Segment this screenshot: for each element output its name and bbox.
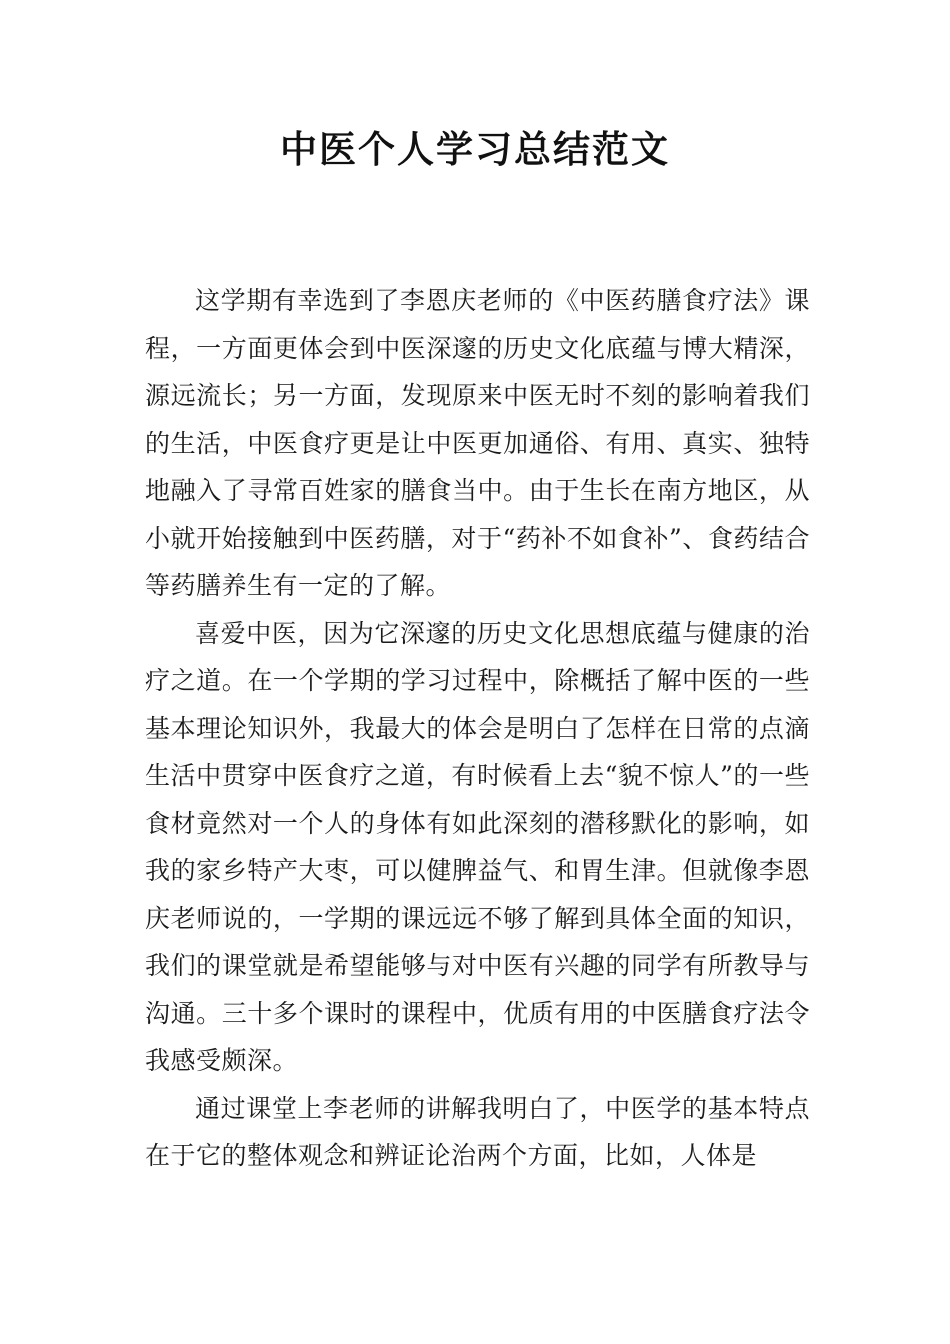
- paragraph-3: 通过课堂上李老师的讲解我明白了，中医学的基本特点在于它的整体观念和辨证论治两个方面，比如，人体是: [145, 1093, 810, 1170]
- document-title: 中医个人学习总结范文: [280, 128, 670, 171]
- paragraph-1: 这学期有幸选到了李恩庆老师的《中医药膳食疗法》课程，一方面更体会到中医深邃的历史文化底蕴与博大精深，源远流长；另一方面，发现原来中医无时不刻的影响着我们的生活，中医食疗更是让中医更加通俗、有用、真实、独特地融入了寻常百姓家的膳食当中。由于生长在南方地区，从小就开始接触到中医药膳，对于“药补不如食补”、食药结合等药膳养生有一定的了解。: [145, 286, 810, 600]
- document-body: [145, 277, 810, 1180]
- paragraph-2: 喜爱中医，因为它深邃的历史文化思想底蕴与健康的治疗之道。在一个学期的学习过程中，除概括了解中医的一些基本理论知识外，我最大的体会是明白了怎样在日常的点滴生活中贯穿中医食疗之道，有时候看上去“貌不惊人”的一些食材竟然对一个人的身体有如此深刻的潜移默化的影响，如我的家乡特产大枣，可以健脾益气、和胃生津。但就像李恩庆老师说的，一学期的课远远不够了解到具体全面的知识，我们的课堂就是希望能够与对中医有兴趣的同学有所教导与沟通。三十多个课时的课程中，优质有用的中医膳食疗法令我感受颇深。: [145, 618, 810, 1075]
